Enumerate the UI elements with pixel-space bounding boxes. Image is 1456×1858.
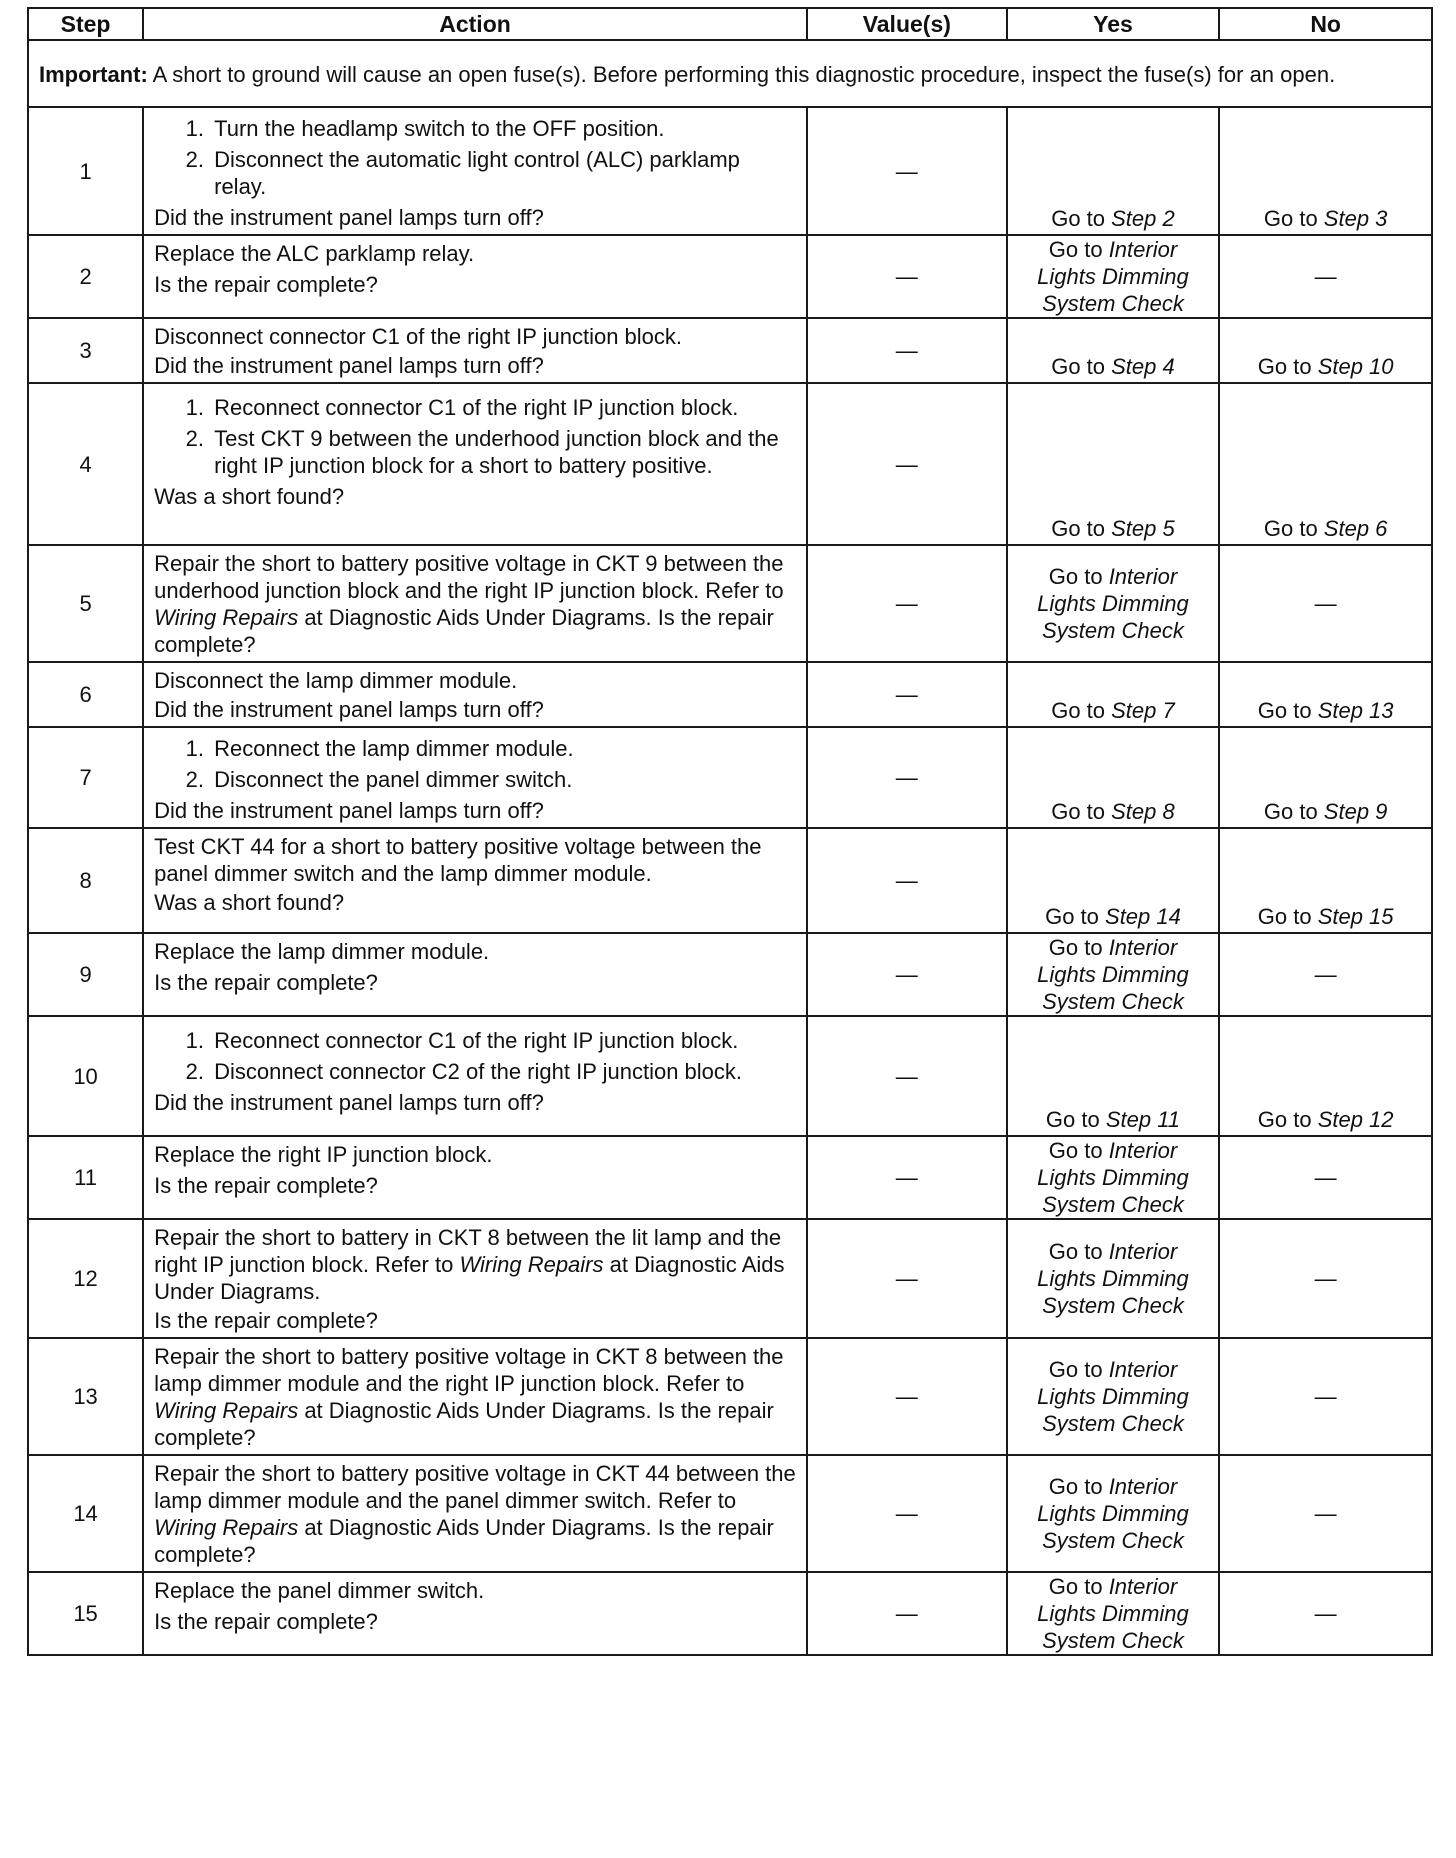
table-row — [28, 235, 1432, 318]
value-cell: — — [807, 107, 1007, 235]
value-cell: — — [807, 1016, 1007, 1136]
important-label: Important: — [39, 62, 148, 87]
step-number: 4 — [28, 383, 143, 545]
action-item: 2. Disconnect the panel dimmer switch. — [210, 766, 798, 793]
action-item: 1. Reconnect connector C1 of the right IP junction block. — [210, 1027, 798, 1054]
important-text: A short to ground will cause an open fuse(s). Before performing this diagnostic procedure, inspect the fuse(s) for an open. — [147, 62, 1336, 87]
value-cell: — — [807, 1455, 1007, 1572]
action-item: 1. Reconnect connector C1 of the right IP junction block. — [210, 394, 798, 421]
table-row — [28, 1136, 1432, 1219]
yes-cell — [1007, 1219, 1220, 1338]
value-cell: — — [807, 318, 1007, 383]
yes-cell — [1007, 235, 1220, 318]
go-to-label: Go to — [1045, 1107, 1106, 1132]
action-cell — [143, 383, 807, 545]
step-number: 14 — [28, 1455, 143, 1572]
step-link[interactable]: Step 15 — [1317, 904, 1394, 929]
action-text: at Diagnostic Aids Under Diagrams. Is the repair complete? — [154, 1398, 774, 1450]
no-cell — [1219, 318, 1432, 383]
yes-cell — [1007, 1016, 1220, 1136]
diagnostic-table — [27, 7, 1433, 1656]
interior-check-link[interactable]: Interior — [1108, 237, 1178, 262]
wiring-repairs-link[interactable]: Wiring Repairs — [154, 605, 299, 630]
action-item: 1. Reconnect the lamp dimmer module. — [210, 735, 798, 762]
no-cell: — — [1219, 1455, 1432, 1572]
interior-check-link[interactable]: System Check — [1042, 618, 1184, 643]
step-number: 10 — [28, 1016, 143, 1136]
yes-cell — [1007, 1572, 1220, 1655]
no-cell — [1219, 383, 1432, 545]
value-cell: — — [807, 1219, 1007, 1338]
go-to-label: Go to — [1263, 799, 1324, 824]
wiring-repairs-link[interactable]: Wiring Repairs — [459, 1252, 604, 1277]
action-cell — [143, 1016, 807, 1136]
value-cell: — — [807, 1338, 1007, 1455]
go-to-label: Go to — [1257, 904, 1318, 929]
step-link[interactable]: Step 4 — [1111, 354, 1175, 379]
value-cell: — — [807, 235, 1007, 318]
action-item: 2. Test CKT 9 between the underhood junction block and the right IP junction block for a short to battery positive. — [210, 425, 798, 479]
action-text: Repair the short to battery in CKT 8 between the lit lamp and the right IP junction block. Refer to — [154, 1225, 782, 1277]
header-values: Value(s) — [807, 8, 1007, 40]
interior-check-link[interactable]: Interior — [1108, 1357, 1178, 1382]
action-item: 1. Turn the headlamp switch to the OFF position. — [210, 115, 798, 142]
interior-check-link[interactable]: Lights Dimming — [1037, 264, 1189, 289]
action-question: Is the repair complete? — [154, 272, 378, 297]
no-cell — [1219, 662, 1432, 727]
interior-check-link[interactable]: System Check — [1042, 291, 1184, 316]
step-number: 11 — [28, 1136, 143, 1219]
action-text: Disconnect connector C1 of the right IP junction block. — [154, 324, 683, 349]
yes-cell — [1007, 727, 1220, 828]
step-number: 1 — [28, 107, 143, 235]
interior-check-link[interactable]: Lights Dimming — [1037, 1601, 1189, 1626]
step-number: 7 — [28, 727, 143, 828]
interior-check-link[interactable]: Interior — [1108, 1574, 1178, 1599]
step-number: 5 — [28, 545, 143, 662]
yes-cell — [1007, 545, 1220, 662]
action-text: at Diagnostic Aids Under Diagrams. Is the repair complete? — [154, 1515, 774, 1567]
value-cell: — — [807, 828, 1007, 933]
no-cell: — — [1219, 235, 1432, 318]
value-cell: — — [807, 662, 1007, 727]
action-cell — [143, 1572, 807, 1655]
action-item: 2. Disconnect the automatic light control (ALC) parklamp relay. — [210, 146, 798, 200]
yes-cell — [1007, 1455, 1220, 1572]
action-text: Test CKT 44 for a short to battery positive voltage between the panel dimmer switch and the lamp dimmer module. — [154, 834, 762, 886]
interior-check-link[interactable]: System Check — [1042, 989, 1184, 1014]
action-text: Replace the right IP junction block. — [154, 1142, 493, 1167]
wiring-repairs-link[interactable]: Wiring Repairs — [154, 1398, 299, 1423]
table-row — [28, 1219, 1432, 1338]
interior-check-link[interactable]: Interior — [1108, 1138, 1178, 1163]
step-link[interactable]: Step 3 — [1323, 206, 1388, 231]
action-cell — [143, 1338, 807, 1455]
go-to-label: Go to — [1048, 1574, 1109, 1599]
no-cell: — — [1219, 933, 1432, 1016]
step-number: 15 — [28, 1572, 143, 1655]
table-row — [28, 727, 1432, 828]
yes-cell — [1007, 107, 1220, 235]
interior-check-link[interactable]: Interior — [1108, 1474, 1178, 1499]
action-question: Is the repair complete? — [154, 1609, 378, 1634]
action-question: Is the repair complete? — [154, 970, 378, 995]
action-cell — [143, 727, 807, 828]
action-question: Was a short found? — [154, 890, 345, 915]
yes-cell — [1007, 1136, 1220, 1219]
action-cell — [143, 318, 807, 383]
go-to-label: Go to — [1048, 237, 1109, 262]
no-cell — [1219, 107, 1432, 235]
action-text: at Diagnostic Aids Under Diagrams. — [154, 1252, 785, 1304]
table-row — [28, 1016, 1432, 1136]
action-cell — [143, 107, 807, 235]
step-link[interactable]: Step 14 — [1105, 904, 1181, 929]
action-cell — [143, 933, 807, 1016]
value-cell: — — [807, 727, 1007, 828]
no-cell: — — [1219, 1572, 1432, 1655]
yes-cell — [1007, 662, 1220, 727]
action-question: Is the repair complete? — [154, 1308, 378, 1333]
action-question: Did the instrument panel lamps turn off? — [154, 205, 544, 230]
interior-check-link[interactable]: Lights Dimming — [1037, 591, 1189, 616]
table-row — [28, 1455, 1432, 1572]
value-cell: — — [807, 1572, 1007, 1655]
yes-cell — [1007, 933, 1220, 1016]
no-cell: — — [1219, 1136, 1432, 1219]
yes-cell — [1007, 828, 1220, 933]
action-item: 2. Disconnect connector C2 of the right IP junction block. — [210, 1058, 798, 1085]
interior-check-link[interactable]: Interior — [1108, 935, 1178, 960]
step-link[interactable]: Step 11 — [1105, 1107, 1181, 1132]
no-cell: — — [1219, 545, 1432, 662]
table-row — [28, 933, 1432, 1016]
go-to-label: Go to — [1048, 1138, 1109, 1163]
no-cell: — — [1219, 1338, 1432, 1455]
no-cell — [1219, 828, 1432, 933]
interior-check-link[interactable]: System Check — [1042, 1628, 1184, 1653]
action-text: Repair the short to battery positive voltage in CKT 8 between the lamp dimmer module and the right IP junction block. Refer to — [154, 1344, 784, 1396]
step-number: 12 — [28, 1219, 143, 1338]
table-row — [28, 828, 1432, 933]
step-link[interactable]: Step 6 — [1323, 516, 1388, 541]
header-no: No — [1219, 8, 1432, 40]
table-row — [28, 318, 1432, 383]
action-text: Replace the panel dimmer switch. — [154, 1578, 485, 1603]
go-to-label: Go to — [1048, 1357, 1109, 1382]
action-question: Did the instrument panel lamps turn off? — [154, 353, 544, 378]
step-link[interactable]: Step 5 — [1111, 516, 1175, 541]
action-question: Did the instrument panel lamps turn off? — [154, 1090, 544, 1115]
step-number: 8 — [28, 828, 143, 933]
yes-cell — [1007, 318, 1220, 383]
go-to-label: Go to — [1051, 698, 1112, 723]
interior-check-link[interactable]: Lights Dimming — [1037, 1501, 1189, 1526]
go-to-label: Go to — [1051, 354, 1112, 379]
interior-check-link[interactable]: System Check — [1042, 1411, 1184, 1436]
step-number: 6 — [28, 662, 143, 727]
no-cell — [1219, 1016, 1432, 1136]
value-cell: — — [807, 933, 1007, 1016]
step-number: 3 — [28, 318, 143, 383]
table-row — [28, 107, 1432, 235]
go-to-label: Go to — [1048, 1474, 1109, 1499]
action-cell — [143, 235, 807, 318]
step-link[interactable]: Step 10 — [1317, 354, 1394, 379]
go-to-label: Go to — [1051, 799, 1112, 824]
no-cell: — — [1219, 1219, 1432, 1338]
go-to-label: Go to — [1051, 206, 1112, 231]
action-text: Repair the short to battery positive voltage in CKT 9 between the underhood junction block and the right IP junction block. Refer to — [154, 551, 784, 603]
interior-check-link[interactable]: Lights Dimming — [1037, 1384, 1189, 1409]
important-note — [28, 40, 1432, 107]
table-row — [28, 1572, 1432, 1655]
go-to-label: Go to — [1048, 564, 1109, 589]
wiring-repairs-link[interactable]: Wiring Repairs — [154, 1515, 299, 1540]
interior-check-link[interactable]: System Check — [1042, 1293, 1184, 1318]
action-text: Disconnect the lamp dimmer module. — [154, 668, 518, 693]
step-link[interactable]: Step 7 — [1111, 698, 1175, 723]
action-cell — [143, 1455, 807, 1572]
action-question: Did the instrument panel lamps turn off? — [154, 798, 544, 823]
step-number: 2 — [28, 235, 143, 318]
no-cell — [1219, 727, 1432, 828]
go-to-label: Go to — [1263, 516, 1324, 541]
go-to-label: Go to — [1051, 516, 1112, 541]
action-cell — [143, 828, 807, 933]
action-text: Repair the short to battery positive voltage in CKT 44 between the lamp dimmer module and the panel dimmer switch. Refer to — [154, 1461, 796, 1513]
header-step: Step — [28, 8, 143, 40]
interior-check-link[interactable]: System Check — [1042, 1528, 1184, 1553]
action-cell — [143, 1136, 807, 1219]
table-row — [28, 1338, 1432, 1455]
value-cell: — — [807, 383, 1007, 545]
action-cell — [143, 545, 807, 662]
interior-check-link[interactable]: Lights Dimming — [1037, 962, 1189, 987]
header-row — [28, 8, 1432, 40]
step-link[interactable]: Step 12 — [1317, 1107, 1394, 1132]
interior-check-link[interactable]: Lights Dimming — [1037, 1266, 1189, 1291]
action-text: Replace the lamp dimmer module. — [154, 939, 490, 964]
yes-cell — [1007, 383, 1220, 545]
action-text: at Diagnostic Aids Under Diagrams. Is the repair complete? — [154, 605, 774, 657]
action-question: Did the instrument panel lamps turn off? — [154, 697, 544, 722]
header-action: Action — [143, 8, 807, 40]
step-number: 9 — [28, 933, 143, 1016]
action-question: Is the repair complete? — [154, 1173, 378, 1198]
go-to-label: Go to — [1257, 1107, 1318, 1132]
action-question: Was a short found? — [154, 484, 345, 509]
action-cell — [143, 1219, 807, 1338]
step-link[interactable]: Step 8 — [1111, 799, 1175, 824]
go-to-label: Go to — [1263, 206, 1324, 231]
table-row — [28, 545, 1432, 662]
interior-check-link[interactable]: Interior — [1108, 1239, 1178, 1264]
step-number: 13 — [28, 1338, 143, 1455]
table-row — [28, 383, 1432, 545]
step-link[interactable]: Step 9 — [1323, 799, 1388, 824]
action-text: Replace the ALC parklamp relay. — [154, 241, 475, 266]
go-to-label: Go to — [1045, 904, 1106, 929]
interior-check-link[interactable]: Lights Dimming — [1037, 1165, 1189, 1190]
step-link[interactable]: Step 2 — [1111, 206, 1175, 231]
go-to-label: Go to — [1257, 354, 1318, 379]
value-cell: — — [807, 545, 1007, 662]
action-cell — [143, 662, 807, 727]
interior-check-link[interactable]: System Check — [1042, 1192, 1184, 1217]
go-to-label: Go to — [1048, 1239, 1109, 1264]
go-to-label: Go to — [1257, 698, 1318, 723]
important-row — [28, 40, 1432, 107]
value-cell: — — [807, 1136, 1007, 1219]
header-yes: Yes — [1007, 8, 1220, 40]
go-to-label: Go to — [1048, 935, 1109, 960]
yes-cell — [1007, 1338, 1220, 1455]
table-row — [28, 662, 1432, 727]
step-link[interactable]: Step 13 — [1317, 698, 1394, 723]
interior-check-link[interactable]: Interior — [1108, 564, 1178, 589]
